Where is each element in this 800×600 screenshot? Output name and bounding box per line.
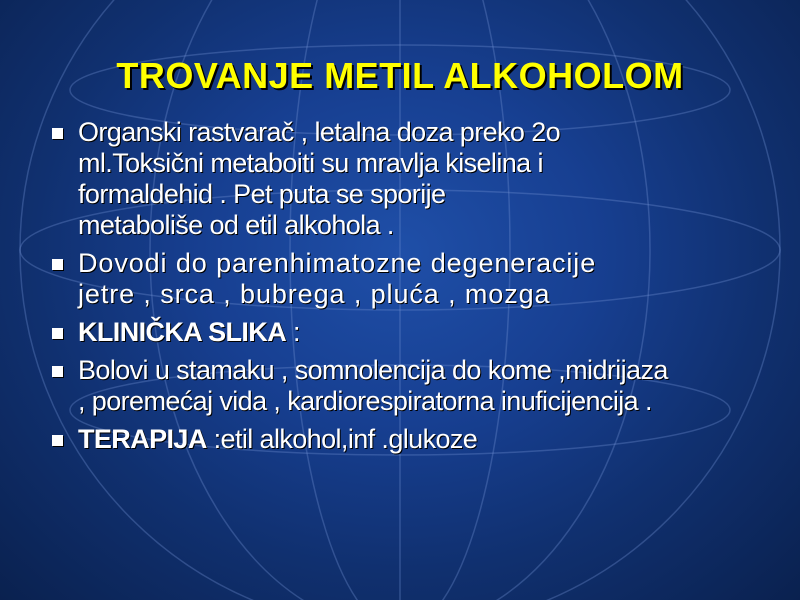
bullet-line: formaldehid . Pet puta se sporije: [78, 179, 446, 209]
bullet-heading-suffix: :etil alkohol,inf .glukoze: [206, 424, 478, 454]
bullet-item-therapy: [50, 424, 770, 455]
bullet-heading-suffix: :: [286, 317, 300, 347]
square-bullet-icon: [52, 328, 63, 339]
bullet-line: Organski rastvarač , letalna doza preko 2o: [78, 117, 561, 147]
slide-title: TROVANJE METIL ALKOHOLOM: [116, 55, 684, 96]
bullet-item-clinical-picture: [50, 317, 770, 348]
bullet-line: ml.Toksični metaboiti su mravlja kiselina i: [78, 148, 543, 178]
square-bullet-icon: [52, 259, 63, 270]
bullet-line: metaboliše od etil alkohola .: [78, 210, 394, 240]
bullet-heading: TERAPIJA: [78, 424, 207, 454]
bullet-line: , poremećaj vida , kardiorespiratorna inuficijencija .: [78, 386, 652, 416]
bullet-list: [50, 117, 770, 462]
bullet-line: Dovodi do parenhimatozne degeneracije: [78, 248, 597, 278]
bullet-item-symptoms: [50, 355, 770, 417]
square-bullet-icon: [52, 128, 63, 139]
bullet-line: Bolovi u stamaku , somnolencija do kome ,midrijaza: [78, 355, 668, 385]
bullet-line: jetre , srca , bubrega , pluća , mozga: [78, 279, 551, 309]
square-bullet-icon: [52, 435, 63, 446]
bullet-item-degeneration: [50, 248, 770, 310]
bullet-heading: KLINIČKA SLIKA: [78, 317, 287, 347]
bullet-item-methanol-description: [50, 117, 770, 241]
square-bullet-icon: [52, 366, 63, 377]
